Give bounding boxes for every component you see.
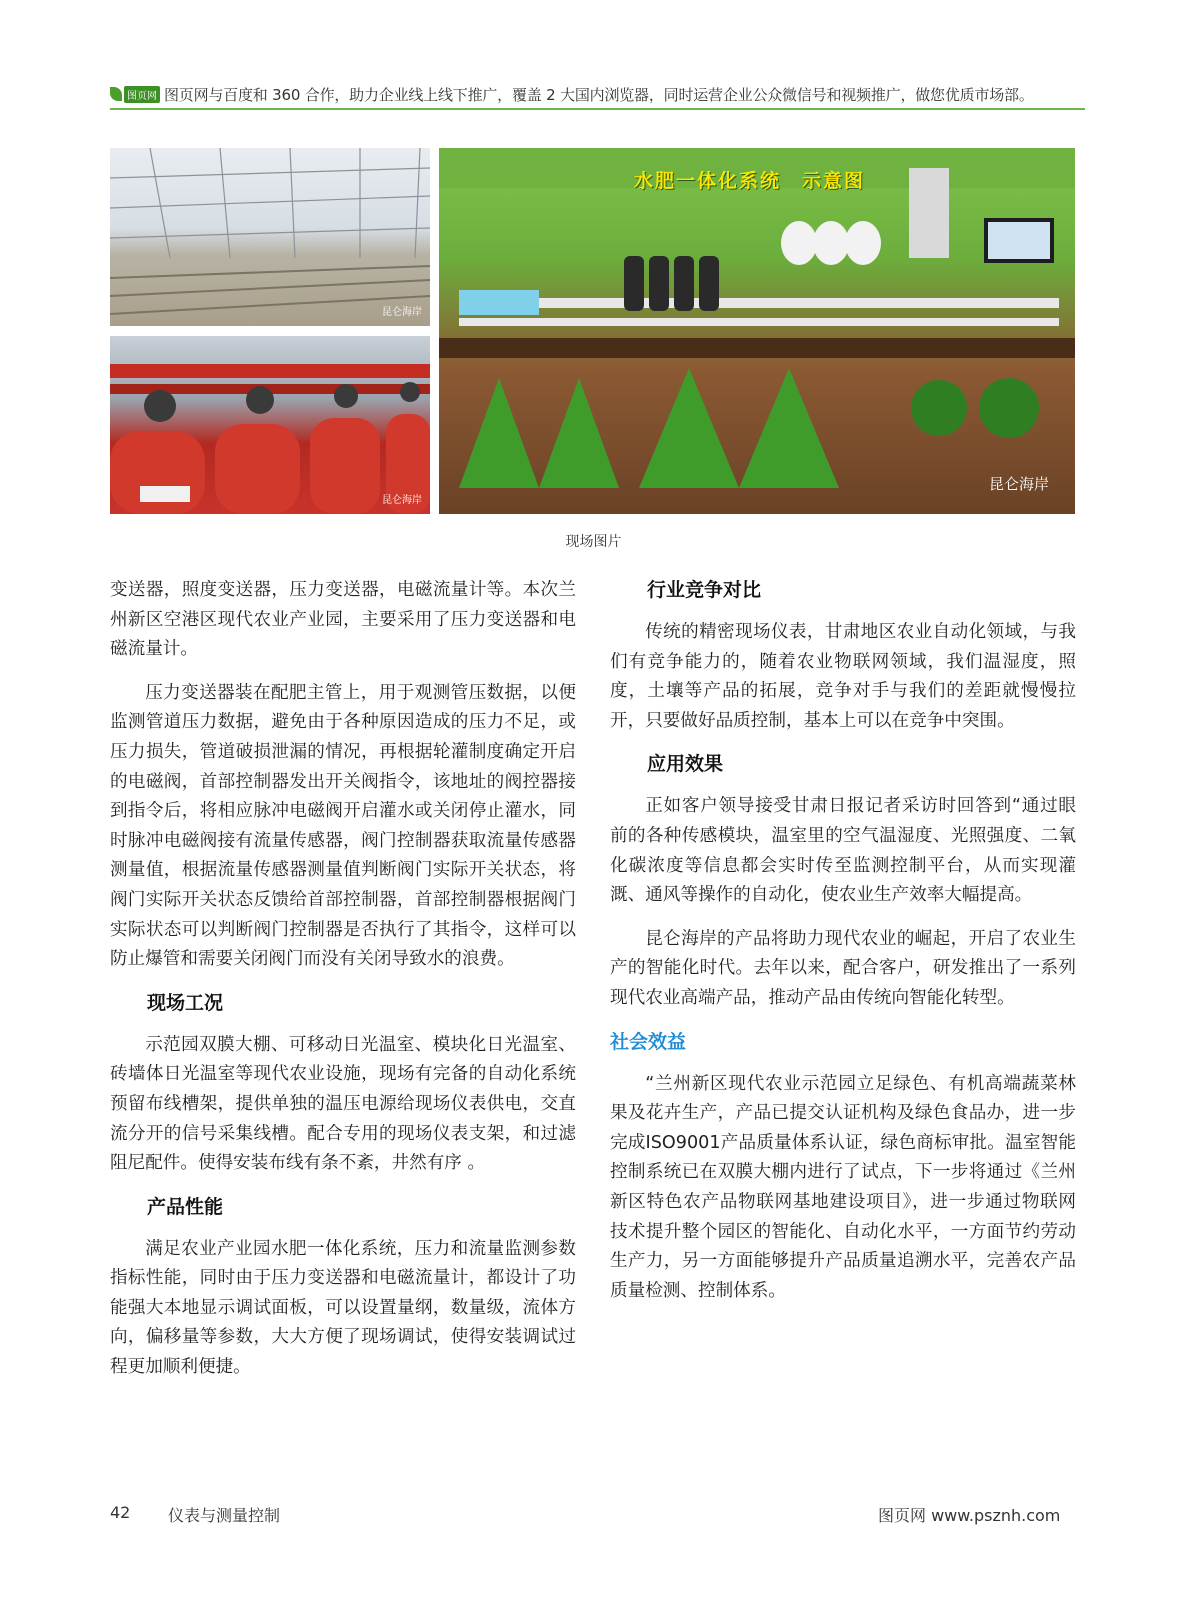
diagram-watermark: 昆仑海岸 [988,475,1049,493]
paragraph: 昆仑海岸的产品将助力现代农业的崛起，开启了农业生产的智能化时代。去年以来，配合客户，研发推出了一系列现代农业高端产品，推动产品由传统向智能化转型。 [610,928,1076,1008]
diagram-title: 水肥一体化系统 示意图 [634,170,866,192]
site-logo [110,85,160,103]
magazine-name: 仪表与测量控制 [168,1506,281,1525]
section-heading-performance: 产品性能 [147,1195,224,1218]
paragraph: 传统的精密现场仪表，甘肃地区农业自动化领域，与我们有竞争能力的，随着农业物联网领域，我们温湿度，照度，土壤等产品的拓展，竞争对手与我们的差距就慢慢拉开，只要做好品质控制，基本上可以在竞争中突围。 [610,622,1076,731]
page-header [110,84,1085,110]
footer-site: 图页网 www.psznh.com [878,1506,1061,1525]
paragraph: 压力变送器装在配肥主管上，用于观测管压数据，以便监测管道压力数据，避免由于各种原因造成的压力不足，或压力损失，管道破损泄漏的情况，再根据轮灌制度确定开启的电磁阀，首部控制器发出开关阀指令，该地址的阀控器接到指令后，将相应脉冲电磁阀开启灌水或关闭停止灌水，同时脉冲电磁阀接有流量传感器，阀门控制器获取流量传感器测量值，根据流量传感器测量值判断阀门实际开关状态，将阀门实际开关状态反馈给首部控制器，首部控制器根据阀门实际状态可以判断阀门控制器是否执行了其指令，这样可以防止爆管和需要关闭阀门而没有关闭导致水的浪费。 [110,682,576,970]
page-number: 42 [110,1503,131,1522]
paragraph: “兰州新区现代农业示范园立足绿色、有机高端蔬菜林果及花卉生产，产品已提交认证机构及绿色食品办，进一步完成ISO9001产品质量体系认证，绿色商标审批。温室智能控制系统已在双膜大棚内进行了试点，下一步将通过《兰州新区特色农产品物联网基地建设项目》，进一步通过物联网技术提升整个园区的智能化、自动化水平，一方面节约劳动生产力，另一方面能够提升产品质量追溯水平，完善农产品质量检测、控制体系。 [610,1073,1076,1301]
logo-text: 图页网 [124,86,160,103]
filter-tanks-illustration [110,336,430,514]
paragraph: 示范园双膜大棚、可移动日光温室、模块化日光温室、砖墙体日光温室等现代农业设施，现场有完备的自动化系统预留布线槽架，提供单独的温压电源给现场仪表供电，交直流分开的信号采集线槽。配合专用的现场仪表支架，和过滤阻尼配件。使得安装布线有条不紊，井然有序 。 [110,1034,576,1174]
photo-watermark: 昆仑海岸 [382,495,422,506]
leaf-icon [110,87,122,101]
left-column [110,576,576,1397]
paragraph: 正如客户领导接受甘肃日报记者采访时回答到“通过眼前的各种传感模块，温室里的空气温湿度、光照强度、二氧化碳浓度等信息都会实时传至监测控制平台，从而实现灌溉、通风等操作的自动化，使农业生产效率大幅提高。 [610,796,1076,906]
greenhouse-photo [110,148,430,326]
header-banner-text: 图页网与百度和 360 合作，助力企业线上线下推广，覆盖 2 大国内浏览器，同时运营企业公众微信号和视频推广，做您优质市场部。 [164,86,1034,104]
fertigation-system-diagram [439,148,1075,514]
header-divider [110,108,1085,110]
section-heading-effect: 应用效果 [647,753,724,776]
section-heading-competition: 行业竞争对比 [647,579,762,601]
fertigation-illustration [439,148,1075,514]
section-heading-social: 社会效益 [610,1030,687,1053]
paragraph: 变送器，照度变送器，压力变送器，电磁流量计等。本次兰州新区空港区现代农业产业园，主要采用了压力变送器和电磁流量计。 [110,580,576,660]
right-column [610,576,1076,1320]
photo-watermark: 昆仑海岸 [382,307,422,318]
paragraph: 满足农业产业园水肥一体化系统，压力和流量监测参数指标性能，同时由于压力变送器和电磁流量计，都设计了功能强大本地显示调试面板，可以设置量纲，数量级，流体方向，偏移量等参数，大大方便了现场调试，使得安装调试过程更加顺利便捷。 [110,1238,576,1378]
section-heading-site: 现场工况 [147,991,224,1014]
greenhouse-illustration [110,148,430,326]
filter-tanks-photo [110,336,430,514]
image-caption: 现场图片 [565,534,622,550]
